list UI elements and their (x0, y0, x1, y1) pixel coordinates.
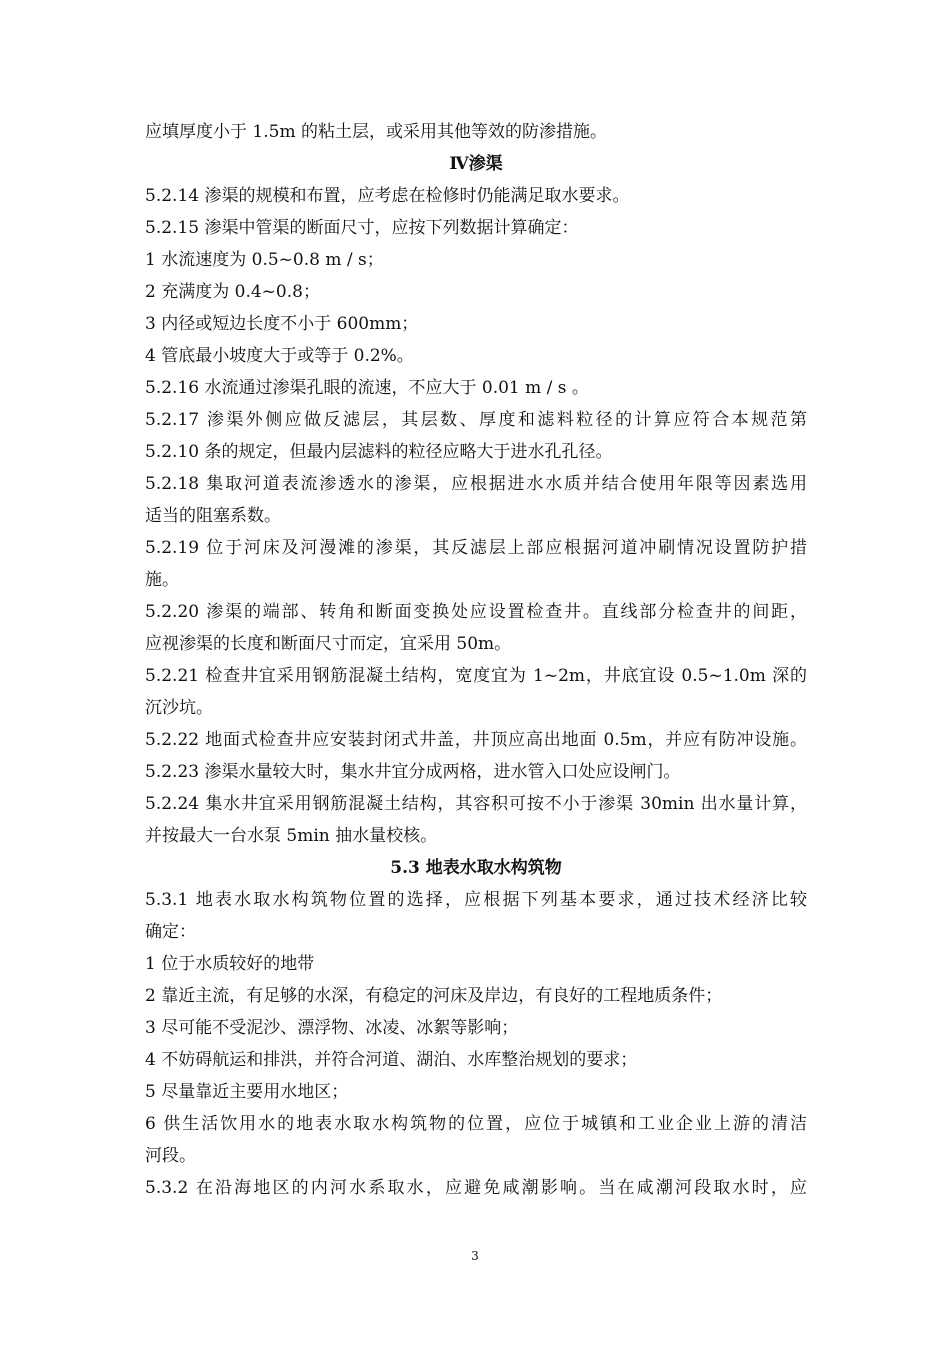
text-line: 确定： (145, 922, 196, 942)
text-line: 5.3.2 在沿海地区的内河水系取水，应避免咸潮影响。当在咸潮河段取水时，应 (145, 1178, 807, 1198)
text-line: 应填厚度小于 1.5m 的粘土层，或采用其他等效的防渗措施。 (145, 122, 607, 142)
text-line: 适当的阻塞系数。 (145, 506, 281, 526)
text-line: 5.2.19 位于河床及河漫滩的渗渠，其反滤层上部应根据河道冲刷情况设置防护措 (145, 538, 807, 558)
text-line: 5.2.15 渗渠中管渠的断面尺寸，应按下列数据计算确定： (145, 218, 579, 238)
text-line: 4 管底最小坡度大于或等于 0.2%。 (145, 346, 414, 366)
text-line: 3 尽可能不受泥沙、漂浮物、冰凌、冰絮等影响； (145, 1018, 519, 1038)
text-line: 3 内径或短边长度不小于 600mm； (145, 314, 419, 334)
text-line: 6 供生活饮用水的地表水取水构筑物的位置，应位于城镇和工业企业上游的清洁 (145, 1114, 807, 1134)
document-body (145, 116, 807, 1204)
text-line: 施。 (145, 570, 179, 590)
text-line: 5.2.16 水流通过渗渠孔眼的流速，不应大于 0.01 m / s 。 (145, 378, 589, 398)
text-line: 5.3.1 地表水取水构筑物位置的选择，应根据下列基本要求，通过技术经济比较 (145, 890, 807, 910)
text-line: 5.2.10 条的规定，但最内层滤料的粒径应略大于进水孔孔径。 (145, 442, 613, 462)
text-line: 5.2.18 集取河道表流渗透水的渗渠，应根据进水水质并结合使用年限等因素选用 (145, 474, 807, 494)
text-line: 5.2.24 集水井宜采用钢筋混凝土结构，其容积可按不小于渗渠 30min 出水量计算， (145, 794, 807, 814)
section-heading: Ⅳ渗渠 (449, 154, 503, 174)
text-line: 2 充满度为 0.4~0.8； (145, 282, 320, 302)
text-line: 5.2.20 渗渠的端部、转角和断面变换处应设置检查井。直线部分检查井的间距， (145, 602, 807, 622)
text-line: 5.2.21 检查井宜采用钢筋混凝土结构，宽度宜为 1~2m，井底宜设 0.5~1.0m 深的 (145, 666, 807, 686)
text-line: 1 位于水质较好的地带 (145, 954, 315, 974)
page-number: 3 (471, 1249, 479, 1263)
text-line: 并按最大一台水泵 5min 抽水量校核。 (145, 826, 438, 846)
text-line: 5.2.17 渗渠外侧应做反滤层，其层数、厚度和滤料粒径的计算应符合本规范第 (145, 410, 807, 430)
text-line: 5 尽量靠近主要用水地区； (145, 1082, 349, 1102)
text-line: 沉沙坑。 (145, 698, 213, 718)
text-line: 1 水流速度为 0.5~0.8 m / s； (145, 250, 384, 270)
text-line: 2 靠近主流，有足够的水深，有稳定的河床及岸边，有良好的工程地质条件； (145, 986, 723, 1006)
text-line: 5.2.14 渗渠的规模和布置，应考虑在检修时仍能满足取水要求。 (145, 186, 630, 206)
text-line: 5.2.23 渗渠水量较大时，集水井宜分成两格，进水管入口处应设闸门。 (145, 762, 681, 782)
text-line: 河段。 (145, 1146, 196, 1166)
text-line: 应视渗渠的长度和断面尺寸而定，宜采用 50m。 (145, 634, 512, 654)
text-line: 5.2.22 地面式检查井应安装封闭式井盖，井顶应高出地面 0.5m，并应有防冲设施。 (145, 730, 807, 750)
section-heading: 5.3 地表水取水构筑物 (390, 858, 562, 878)
text-line: 4 不妨碍航运和排洪，并符合河道、湖泊、水库整治规划的要求； (145, 1050, 638, 1070)
